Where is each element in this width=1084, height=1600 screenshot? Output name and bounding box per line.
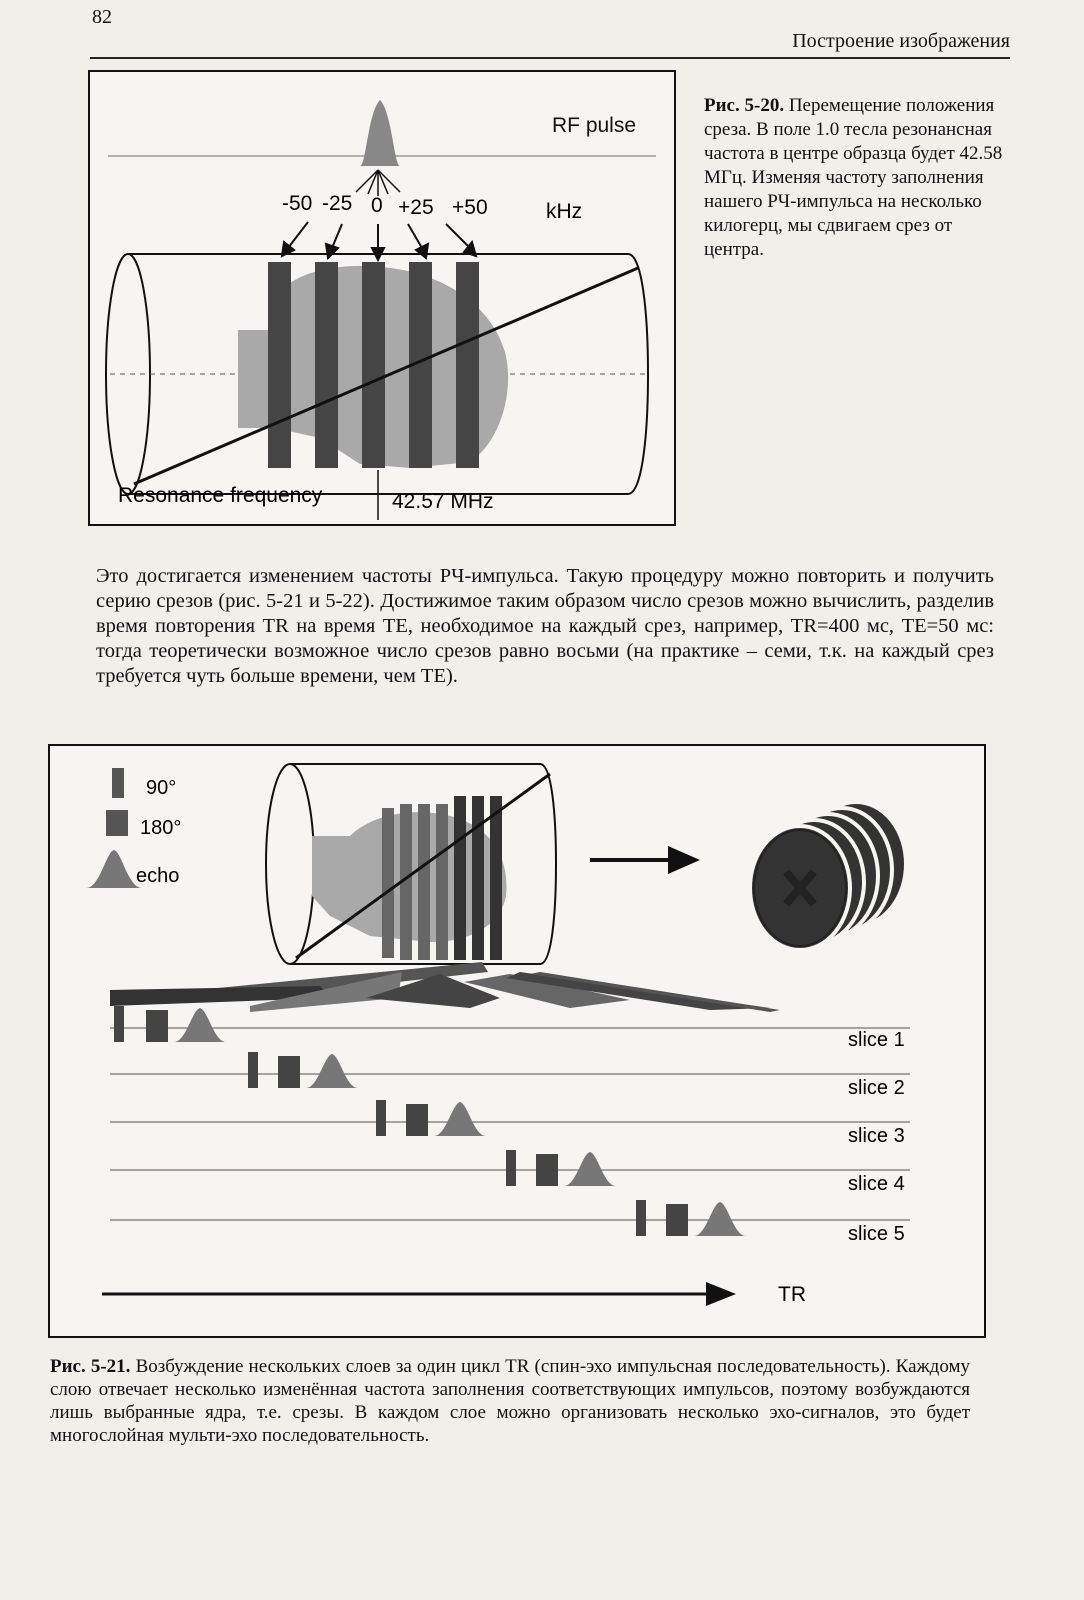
body-paragraph: Это достигается изменением частоты РЧ-импульса. Такую процедуру можно повторить и получить серию срезов (рис. 5-21 и 5-22). Достижимое таким образом число срезов можно вычислить, разделив время повторения TR на время TE, необходимое на каждый срез, например, TR=400 мс, TE=50 мс: тогда теоретически возможное число срезов равно восьми (на практике – семи, т.к. на каждый срез требуется чуть больше времени, чем TE). xyxy=(96,565,994,687)
offset-label: +50 xyxy=(452,196,488,219)
slice-bar xyxy=(315,262,338,468)
offset-label: -25 xyxy=(322,192,353,215)
legend-180: 180° xyxy=(140,817,182,839)
caption-number: Рис. 5-20. xyxy=(704,95,785,116)
figure-5-21-caption xyxy=(50,1355,970,1447)
slice-bar xyxy=(362,262,385,468)
figure-5-21-diagram xyxy=(50,746,984,1336)
caption-text: Перемещение положения среза. В поле 1.0 тесла резонансная частота в центре образца будет 42.58 МГц. Изменяя частоту заполнения нашего РЧ-импульса на несколько килогерц, мы сдвигаем срез от центра. xyxy=(704,95,1003,260)
slice-bar xyxy=(456,262,479,468)
figure-5-20-caption xyxy=(704,94,1004,262)
slice-label: slice 1 xyxy=(848,1029,905,1051)
offset-label: 0 xyxy=(371,194,383,217)
page-number: 82 xyxy=(92,6,112,28)
legend-90: 90° xyxy=(146,777,177,799)
caption-number: Рис. 5-21. xyxy=(50,1356,131,1377)
resonance-label: Resonance frequency xyxy=(118,484,323,507)
figure-5-21 xyxy=(48,744,986,1338)
header-divider xyxy=(90,57,1010,59)
slice-label: slice 5 xyxy=(848,1223,905,1245)
caption-text: Возбуждение нескольких слоев за один цикл TR (спин-эхо импульсная последовательность). Каждому слою отвечает несколько изменённая частота заполнения соответствующих импульсов, поэтому возбуждаются лишь выбранные ядра, т.е. срезы. В каждом слое можно организовать несколько эхо-сигналов, это будет многослойная мульти-эхо последовательность. xyxy=(50,1356,970,1446)
offset-label: -50 xyxy=(282,192,313,215)
tr-axis-label: TR xyxy=(778,1283,806,1306)
figure-5-20 xyxy=(88,70,676,526)
offset-label: +25 xyxy=(398,196,434,219)
slice-label: slice 4 xyxy=(848,1173,905,1195)
rf-pulse-label: RF pulse xyxy=(552,114,637,137)
brain-slices-stack xyxy=(750,802,906,950)
slice-label: slice 3 xyxy=(848,1125,905,1147)
slice-label: slice 2 xyxy=(848,1077,905,1099)
figure-5-20-diagram xyxy=(90,72,674,524)
slice-bar xyxy=(268,262,291,468)
center-frequency: 42.57 MHz xyxy=(392,490,494,513)
unit-label: kHz xyxy=(546,200,583,223)
section-title: Построение изображения xyxy=(792,30,1010,52)
legend-echo: echo xyxy=(136,865,180,887)
